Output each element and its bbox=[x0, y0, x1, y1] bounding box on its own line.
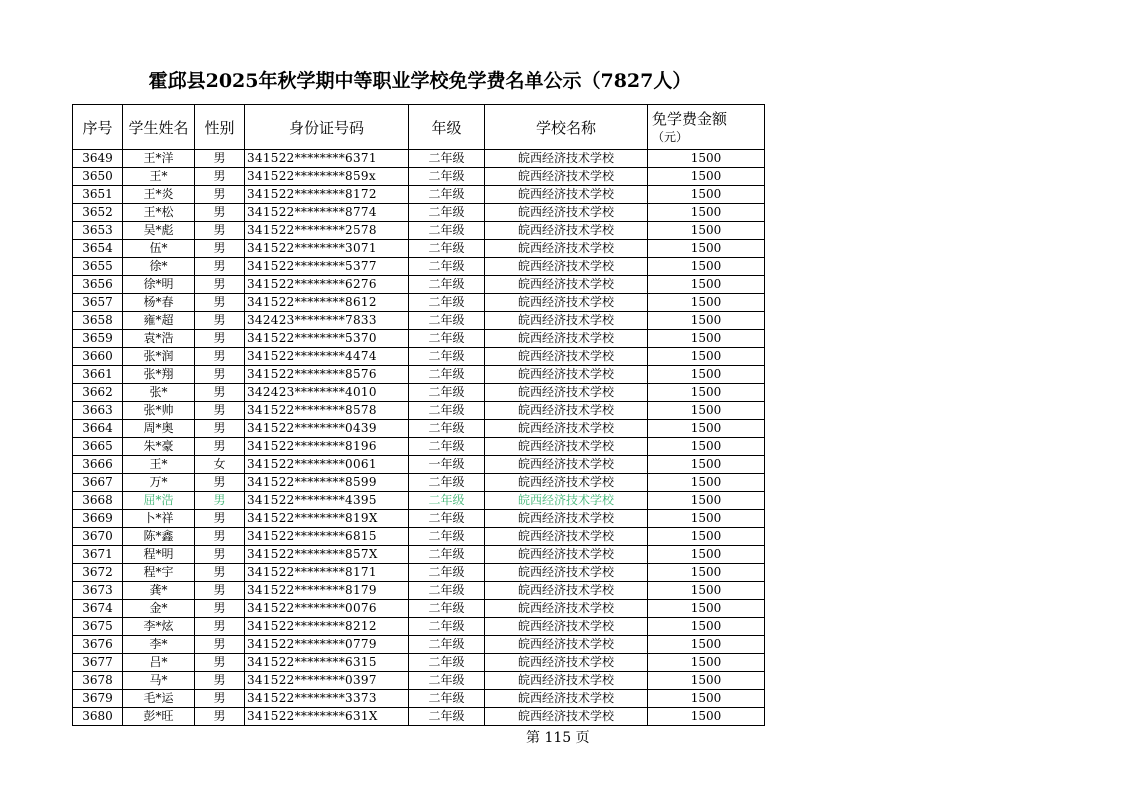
cell-grade: 二年级 bbox=[409, 474, 485, 492]
cell-grade: 二年级 bbox=[409, 348, 485, 366]
cell-name: 雍*超 bbox=[123, 312, 195, 330]
cell-amount: 1500 bbox=[648, 330, 765, 348]
cell-grade: 二年级 bbox=[409, 240, 485, 258]
cell-grade: 一年级 bbox=[409, 456, 485, 474]
cell-school: 皖西经济技术学校 bbox=[485, 474, 648, 492]
cell-id-number: 341522********8196 bbox=[245, 438, 409, 456]
cell-id-number: 341522********0439 bbox=[245, 420, 409, 438]
table-row bbox=[73, 510, 765, 528]
cell-amount: 1500 bbox=[648, 150, 765, 168]
cell-name: 杨*春 bbox=[123, 294, 195, 312]
cell-grade: 二年级 bbox=[409, 492, 485, 510]
cell-school: 皖西经济技术学校 bbox=[485, 258, 648, 276]
cell-gender: 男 bbox=[195, 384, 245, 402]
table-row bbox=[73, 636, 765, 654]
table-row bbox=[73, 294, 765, 312]
cell-school: 皖西经济技术学校 bbox=[485, 672, 648, 690]
cell-index: 3664 bbox=[73, 420, 123, 438]
cell-name: 程*宇 bbox=[123, 564, 195, 582]
cell-grade: 二年级 bbox=[409, 546, 485, 564]
cell-gender: 男 bbox=[195, 492, 245, 510]
cell-grade: 二年级 bbox=[409, 276, 485, 294]
cell-name: 李*炫 bbox=[123, 618, 195, 636]
cell-gender: 男 bbox=[195, 510, 245, 528]
cell-id-number: 341522********4395 bbox=[245, 492, 409, 510]
cell-amount: 1500 bbox=[648, 546, 765, 564]
cell-index: 3673 bbox=[73, 582, 123, 600]
cell-gender: 男 bbox=[195, 258, 245, 276]
cell-amount: 1500 bbox=[648, 618, 765, 636]
table-row bbox=[73, 492, 765, 510]
cell-index: 3659 bbox=[73, 330, 123, 348]
table-row bbox=[73, 672, 765, 690]
cell-amount: 1500 bbox=[648, 492, 765, 510]
cell-name: 吴*彪 bbox=[123, 222, 195, 240]
cell-index: 3660 bbox=[73, 348, 123, 366]
header-id-number: 身份证号码 bbox=[245, 105, 409, 150]
cell-index: 3676 bbox=[73, 636, 123, 654]
cell-gender: 男 bbox=[195, 312, 245, 330]
cell-id-number: 341522********5370 bbox=[245, 330, 409, 348]
cell-gender: 男 bbox=[195, 636, 245, 654]
header-amount-unit: （元） bbox=[652, 130, 689, 144]
table-row bbox=[73, 222, 765, 240]
cell-school: 皖西经济技术学校 bbox=[485, 636, 648, 654]
cell-name: 王*洋 bbox=[123, 150, 195, 168]
cell-name: 朱*豪 bbox=[123, 438, 195, 456]
cell-id-number: 341522********6315 bbox=[245, 654, 409, 672]
cell-index: 3669 bbox=[73, 510, 123, 528]
table-header-row bbox=[73, 105, 765, 150]
table-row bbox=[73, 366, 765, 384]
cell-amount: 1500 bbox=[648, 168, 765, 186]
cell-name: 徐*明 bbox=[123, 276, 195, 294]
cell-amount: 1500 bbox=[648, 528, 765, 546]
cell-school: 皖西经济技术学校 bbox=[485, 150, 648, 168]
cell-amount: 1500 bbox=[648, 420, 765, 438]
cell-name: 卜*祥 bbox=[123, 510, 195, 528]
cell-amount: 1500 bbox=[648, 438, 765, 456]
cell-index: 3651 bbox=[73, 186, 123, 204]
cell-name: 金* bbox=[123, 600, 195, 618]
cell-school: 皖西经济技术学校 bbox=[485, 312, 648, 330]
cell-grade: 二年级 bbox=[409, 150, 485, 168]
cell-grade: 二年级 bbox=[409, 438, 485, 456]
cell-index: 3657 bbox=[73, 294, 123, 312]
cell-id-number: 342423********4010 bbox=[245, 384, 409, 402]
table-row bbox=[73, 546, 765, 564]
table-body bbox=[73, 150, 765, 726]
table-row bbox=[73, 240, 765, 258]
cell-school: 皖西经济技术学校 bbox=[485, 600, 648, 618]
table-row bbox=[73, 690, 765, 708]
cell-school: 皖西经济技术学校 bbox=[485, 384, 648, 402]
cell-name: 张* bbox=[123, 384, 195, 402]
header-amount-label: 免学费金额 bbox=[652, 110, 728, 128]
cell-gender: 男 bbox=[195, 348, 245, 366]
cell-name: 周*奥 bbox=[123, 420, 195, 438]
cell-grade: 二年级 bbox=[409, 690, 485, 708]
cell-amount: 1500 bbox=[648, 366, 765, 384]
cell-school: 皖西经济技术学校 bbox=[485, 510, 648, 528]
cell-index: 3667 bbox=[73, 474, 123, 492]
cell-amount: 1500 bbox=[648, 564, 765, 582]
table-row bbox=[73, 654, 765, 672]
table-row bbox=[73, 186, 765, 204]
cell-index: 3668 bbox=[73, 492, 123, 510]
cell-school: 皖西经济技术学校 bbox=[485, 240, 648, 258]
cell-id-number: 341522********8774 bbox=[245, 204, 409, 222]
cell-index: 3671 bbox=[73, 546, 123, 564]
cell-grade: 二年级 bbox=[409, 672, 485, 690]
page-value: 115 bbox=[544, 730, 572, 746]
cell-school: 皖西经济技术学校 bbox=[485, 420, 648, 438]
cell-school: 皖西经济技术学校 bbox=[485, 582, 648, 600]
cell-name: 王* bbox=[123, 456, 195, 474]
cell-index: 3656 bbox=[73, 276, 123, 294]
cell-gender: 男 bbox=[195, 600, 245, 618]
cell-amount: 1500 bbox=[648, 222, 765, 240]
cell-index: 3675 bbox=[73, 618, 123, 636]
cell-index: 3649 bbox=[73, 150, 123, 168]
cell-school: 皖西经济技术学校 bbox=[485, 330, 648, 348]
cell-name: 李* bbox=[123, 636, 195, 654]
cell-grade: 二年级 bbox=[409, 258, 485, 276]
cell-name: 张*润 bbox=[123, 348, 195, 366]
cell-amount: 1500 bbox=[648, 204, 765, 222]
cell-amount: 1500 bbox=[648, 690, 765, 708]
cell-amount: 1500 bbox=[648, 708, 765, 726]
header-school: 学校名称 bbox=[485, 105, 648, 150]
cell-school: 皖西经济技术学校 bbox=[485, 366, 648, 384]
cell-school: 皖西经济技术学校 bbox=[485, 402, 648, 420]
cell-amount: 1500 bbox=[648, 510, 765, 528]
cell-school: 皖西经济技术学校 bbox=[485, 276, 648, 294]
cell-school: 皖西经济技术学校 bbox=[485, 438, 648, 456]
cell-gender: 男 bbox=[195, 204, 245, 222]
cell-index: 3663 bbox=[73, 402, 123, 420]
cell-grade: 二年级 bbox=[409, 582, 485, 600]
table-row bbox=[73, 168, 765, 186]
table-row bbox=[73, 438, 765, 456]
cell-id-number: 341522********8612 bbox=[245, 294, 409, 312]
cell-grade: 二年级 bbox=[409, 564, 485, 582]
cell-gender: 男 bbox=[195, 420, 245, 438]
cell-amount: 1500 bbox=[648, 654, 765, 672]
cell-index: 3666 bbox=[73, 456, 123, 474]
cell-id-number: 341522********631X bbox=[245, 708, 409, 726]
cell-index: 3650 bbox=[73, 168, 123, 186]
cell-school: 皖西经济技术学校 bbox=[485, 456, 648, 474]
cell-grade: 二年级 bbox=[409, 384, 485, 402]
cell-id-number: 341522********6371 bbox=[245, 150, 409, 168]
cell-name: 程*明 bbox=[123, 546, 195, 564]
cell-amount: 1500 bbox=[648, 240, 765, 258]
cell-index: 3654 bbox=[73, 240, 123, 258]
cell-name: 张*帅 bbox=[123, 402, 195, 420]
cell-name: 万* bbox=[123, 474, 195, 492]
cell-school: 皖西经济技术学校 bbox=[485, 546, 648, 564]
cell-index: 3680 bbox=[73, 708, 123, 726]
cell-name: 王* bbox=[123, 168, 195, 186]
table-row bbox=[73, 330, 765, 348]
cell-gender: 男 bbox=[195, 690, 245, 708]
table-row bbox=[73, 276, 765, 294]
cell-name: 毛*运 bbox=[123, 690, 195, 708]
cell-school: 皖西经济技术学校 bbox=[485, 528, 648, 546]
cell-amount: 1500 bbox=[648, 402, 765, 420]
cell-gender: 男 bbox=[195, 564, 245, 582]
cell-id-number: 341522********8179 bbox=[245, 582, 409, 600]
cell-school: 皖西经济技术学校 bbox=[485, 564, 648, 582]
table-row bbox=[73, 312, 765, 330]
document-title: 霍邱县2025年秋学期中等职业学校免学费名单公示（7827人） bbox=[148, 70, 692, 92]
cell-name: 龚* bbox=[123, 582, 195, 600]
table-row bbox=[73, 456, 765, 474]
cell-index: 3670 bbox=[73, 528, 123, 546]
cell-amount: 1500 bbox=[648, 294, 765, 312]
cell-gender: 男 bbox=[195, 474, 245, 492]
cell-gender: 男 bbox=[195, 438, 245, 456]
cell-id-number: 341522********4474 bbox=[245, 348, 409, 366]
cell-amount: 1500 bbox=[648, 186, 765, 204]
cell-index: 3653 bbox=[73, 222, 123, 240]
cell-name: 屈*浩 bbox=[123, 492, 195, 510]
cell-id-number: 341522********6276 bbox=[245, 276, 409, 294]
cell-id-number: 341522********0397 bbox=[245, 672, 409, 690]
cell-grade: 二年级 bbox=[409, 510, 485, 528]
cell-grade: 二年级 bbox=[409, 366, 485, 384]
cell-grade: 二年级 bbox=[409, 402, 485, 420]
cell-id-number: 342423********7833 bbox=[245, 312, 409, 330]
cell-gender: 男 bbox=[195, 708, 245, 726]
cell-grade: 二年级 bbox=[409, 654, 485, 672]
cell-gender: 男 bbox=[195, 222, 245, 240]
cell-school: 皖西经济技术学校 bbox=[485, 204, 648, 222]
cell-id-number: 341522********5377 bbox=[245, 258, 409, 276]
cell-id-number: 341522********8171 bbox=[245, 564, 409, 582]
table-row bbox=[73, 204, 765, 222]
table-row bbox=[73, 384, 765, 402]
header-index: 序号 bbox=[73, 105, 123, 150]
cell-gender: 男 bbox=[195, 672, 245, 690]
cell-id-number: 341522********6815 bbox=[245, 528, 409, 546]
cell-gender: 男 bbox=[195, 330, 245, 348]
cell-name: 王*松 bbox=[123, 204, 195, 222]
table-row bbox=[73, 474, 765, 492]
cell-school: 皖西经济技术学校 bbox=[485, 690, 648, 708]
table-row bbox=[73, 564, 765, 582]
cell-id-number: 341522********8172 bbox=[245, 186, 409, 204]
cell-gender: 男 bbox=[195, 402, 245, 420]
student-roster-table bbox=[72, 104, 765, 726]
cell-grade: 二年级 bbox=[409, 600, 485, 618]
cell-index: 3672 bbox=[73, 564, 123, 582]
cell-id-number: 341522********0061 bbox=[245, 456, 409, 474]
cell-gender: 男 bbox=[195, 618, 245, 636]
cell-gender: 男 bbox=[195, 294, 245, 312]
cell-name: 吕* bbox=[123, 654, 195, 672]
cell-name: 张*翔 bbox=[123, 366, 195, 384]
cell-index: 3652 bbox=[73, 204, 123, 222]
cell-school: 皖西经济技术学校 bbox=[485, 654, 648, 672]
cell-gender: 男 bbox=[195, 546, 245, 564]
cell-gender: 男 bbox=[195, 366, 245, 384]
cell-school: 皖西经济技术学校 bbox=[485, 168, 648, 186]
table-row bbox=[73, 618, 765, 636]
cell-grade: 二年级 bbox=[409, 636, 485, 654]
cell-grade: 二年级 bbox=[409, 294, 485, 312]
table-row bbox=[73, 600, 765, 618]
cell-gender: 男 bbox=[195, 186, 245, 204]
cell-id-number: 341522********8576 bbox=[245, 366, 409, 384]
cell-id-number: 341522********3373 bbox=[245, 690, 409, 708]
cell-grade: 二年级 bbox=[409, 708, 485, 726]
table-row bbox=[73, 348, 765, 366]
table-row bbox=[73, 402, 765, 420]
cell-gender: 男 bbox=[195, 582, 245, 600]
cell-index: 3655 bbox=[73, 258, 123, 276]
cell-amount: 1500 bbox=[648, 474, 765, 492]
cell-grade: 二年级 bbox=[409, 528, 485, 546]
cell-id-number: 341522********819X bbox=[245, 510, 409, 528]
cell-name: 伍* bbox=[123, 240, 195, 258]
cell-id-number: 341522********8212 bbox=[245, 618, 409, 636]
cell-gender: 男 bbox=[195, 528, 245, 546]
cell-index: 3662 bbox=[73, 384, 123, 402]
cell-grade: 二年级 bbox=[409, 618, 485, 636]
cell-grade: 二年级 bbox=[409, 168, 485, 186]
cell-id-number: 341522********2578 bbox=[245, 222, 409, 240]
cell-school: 皖西经济技术学校 bbox=[485, 186, 648, 204]
cell-index: 3658 bbox=[73, 312, 123, 330]
cell-amount: 1500 bbox=[648, 258, 765, 276]
cell-index: 3678 bbox=[73, 672, 123, 690]
cell-school: 皖西经济技术学校 bbox=[485, 708, 648, 726]
cell-amount: 1500 bbox=[648, 384, 765, 402]
cell-index: 3674 bbox=[73, 600, 123, 618]
page-prefix: 第 bbox=[526, 730, 540, 746]
cell-school: 皖西经济技术学校 bbox=[485, 348, 648, 366]
cell-grade: 二年级 bbox=[409, 222, 485, 240]
cell-index: 3679 bbox=[73, 690, 123, 708]
cell-id-number: 341522********0076 bbox=[245, 600, 409, 618]
header-name: 学生姓名 bbox=[123, 105, 195, 150]
cell-amount: 1500 bbox=[648, 672, 765, 690]
cell-grade: 二年级 bbox=[409, 330, 485, 348]
cell-gender: 男 bbox=[195, 150, 245, 168]
page-number bbox=[526, 727, 590, 747]
cell-id-number: 341522********3071 bbox=[245, 240, 409, 258]
cell-amount: 1500 bbox=[648, 582, 765, 600]
cell-gender: 男 bbox=[195, 240, 245, 258]
cell-id-number: 341522********8599 bbox=[245, 474, 409, 492]
header-amount bbox=[648, 105, 765, 150]
cell-id-number: 341522********0779 bbox=[245, 636, 409, 654]
cell-id-number: 341522********859x bbox=[245, 168, 409, 186]
header-gender: 性别 bbox=[195, 105, 245, 150]
cell-name: 马* bbox=[123, 672, 195, 690]
cell-amount: 1500 bbox=[648, 600, 765, 618]
cell-id-number: 341522********8578 bbox=[245, 402, 409, 420]
cell-name: 彭*旺 bbox=[123, 708, 195, 726]
cell-school: 皖西经济技术学校 bbox=[485, 492, 648, 510]
cell-grade: 二年级 bbox=[409, 204, 485, 222]
cell-gender: 女 bbox=[195, 456, 245, 474]
cell-index: 3665 bbox=[73, 438, 123, 456]
cell-gender: 男 bbox=[195, 654, 245, 672]
cell-index: 3677 bbox=[73, 654, 123, 672]
table-row bbox=[73, 582, 765, 600]
cell-grade: 二年级 bbox=[409, 186, 485, 204]
table-row bbox=[73, 528, 765, 546]
table-row bbox=[73, 420, 765, 438]
table-row bbox=[73, 258, 765, 276]
cell-name: 王*炎 bbox=[123, 186, 195, 204]
cell-name: 陈*鑫 bbox=[123, 528, 195, 546]
cell-school: 皖西经济技术学校 bbox=[485, 618, 648, 636]
cell-index: 3661 bbox=[73, 366, 123, 384]
table-row bbox=[73, 708, 765, 726]
cell-grade: 二年级 bbox=[409, 312, 485, 330]
cell-school: 皖西经济技术学校 bbox=[485, 294, 648, 312]
cell-amount: 1500 bbox=[648, 636, 765, 654]
page-suffix: 页 bbox=[575, 730, 590, 746]
cell-amount: 1500 bbox=[648, 276, 765, 294]
cell-school: 皖西经济技术学校 bbox=[485, 222, 648, 240]
cell-gender: 男 bbox=[195, 168, 245, 186]
header-grade: 年级 bbox=[409, 105, 485, 150]
cell-amount: 1500 bbox=[648, 312, 765, 330]
cell-amount: 1500 bbox=[648, 456, 765, 474]
cell-name: 袁*浩 bbox=[123, 330, 195, 348]
cell-grade: 二年级 bbox=[409, 420, 485, 438]
cell-id-number: 341522********857X bbox=[245, 546, 409, 564]
cell-name: 徐* bbox=[123, 258, 195, 276]
cell-gender: 男 bbox=[195, 276, 245, 294]
table-row bbox=[73, 150, 765, 168]
cell-amount: 1500 bbox=[648, 348, 765, 366]
